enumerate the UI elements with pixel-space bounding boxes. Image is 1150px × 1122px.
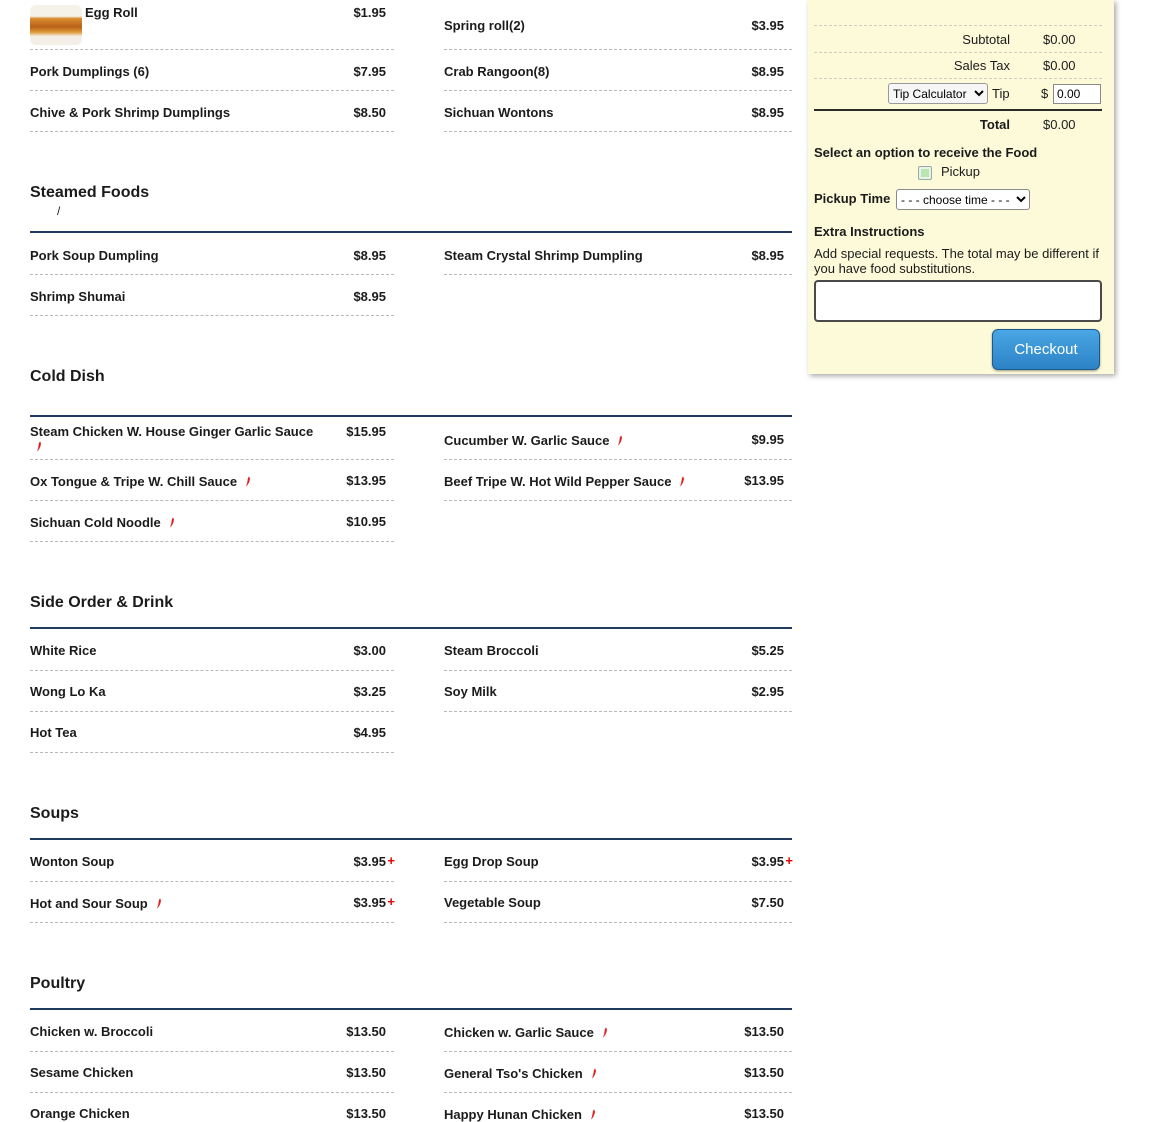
menu-item-name: Hot Tea	[30, 725, 77, 740]
add-size-option-icon[interactable]: +	[387, 894, 395, 909]
tip-amount-input[interactable]	[1053, 84, 1101, 104]
menu-item[interactable]	[444, 50, 792, 91]
menu-item[interactable]	[30, 460, 394, 501]
section-title-side: Side Order & Drink	[30, 594, 174, 611]
menu-item[interactable]	[30, 882, 394, 923]
extra-instructions-textarea[interactable]	[814, 280, 1102, 322]
add-size-option-icon[interactable]: +	[785, 853, 793, 868]
sales-tax-row	[814, 52, 1102, 79]
menu-item-price: $3.25	[353, 684, 386, 699]
tip-currency: $	[1041, 86, 1049, 101]
sales-tax-label: Sales Tax	[953, 58, 1010, 73]
receive-option-heading: Select an option to receive the Food	[814, 145, 1038, 160]
chili-spicy-icon	[590, 1109, 596, 1120]
section-subtitle-steamed: /	[57, 204, 61, 218]
menu-item-name: Soy Milk	[444, 684, 497, 699]
menu-item-name	[30, 515, 175, 530]
menu-item-name: Sichuan Wontons	[444, 105, 554, 120]
menu-item-label: Beef Tripe W. Hot Wild Pepper Sauce	[444, 474, 672, 489]
menu-item-name: Wong Lo Ka	[30, 684, 106, 699]
section-title-poultry: Poultry	[30, 975, 86, 992]
menu-item-price: $13.50	[346, 1106, 386, 1121]
menu-item-name: Chicken w. Broccoli	[30, 1024, 154, 1039]
chili-spicy-icon	[679, 476, 685, 487]
chili-spicy-icon	[156, 898, 162, 909]
menu-item-name: Egg Drop Soup	[444, 854, 539, 869]
menu-item[interactable]	[444, 233, 792, 275]
egg-roll-photo	[30, 5, 82, 45]
menu-item-label: Sichuan Cold Noodle	[30, 515, 161, 530]
menu-item-price: $3.95	[353, 854, 386, 869]
menu-item-name	[444, 1066, 597, 1081]
pickup-time-label: Pickup Time	[814, 191, 891, 206]
menu-item[interactable]	[444, 460, 792, 501]
menu-item[interactable]	[30, 501, 394, 542]
menu-item-price: $2.95	[751, 684, 784, 699]
pickup-label: Pickup	[941, 164, 981, 179]
subtotal-label: Subtotal	[962, 32, 1010, 47]
menu-item-price: $3.00	[353, 643, 386, 658]
chili-spicy-icon	[591, 1068, 597, 1079]
menu-item-name: Egg Roll	[85, 5, 138, 20]
menu-item-price: $13.95	[346, 473, 386, 488]
menu-item[interactable]	[444, 882, 792, 923]
menu-item[interactable]	[444, 671, 792, 712]
menu-item-price: $7.95	[353, 64, 386, 79]
menu-item-price: $3.95	[353, 895, 386, 910]
menu-item-price: $13.50	[744, 1106, 784, 1121]
menu-item-name: White Rice	[30, 643, 97, 658]
menu-item-price: $4.95	[353, 725, 386, 740]
menu-item-price: $3.95	[751, 854, 784, 869]
tip-label: Tip	[992, 86, 1010, 101]
menu-item-name	[444, 1107, 596, 1122]
menu-item[interactable]	[444, 417, 792, 460]
menu-item[interactable]	[444, 1010, 792, 1052]
chili-spicy-icon	[602, 1027, 608, 1038]
menu-item[interactable]	[30, 275, 394, 316]
menu-item-label: Ox Tongue & Tripe W. Chill Sauce	[30, 474, 238, 489]
tip-row	[814, 78, 1102, 111]
chili-spicy-icon	[169, 517, 175, 528]
menu-item-label: Chicken w. Garlic Sauce	[444, 1025, 594, 1040]
extra-instructions-note: Add special requests. The total may be different if you have food substitutions.	[814, 246, 1099, 276]
menu-item-price: $8.95	[751, 105, 784, 120]
menu-item[interactable]	[30, 712, 394, 753]
menu-item-price: $15.95	[346, 424, 386, 439]
menu-item-name: Steam Broccoli	[444, 643, 539, 658]
extra-instructions-heading: Extra Instructions	[814, 224, 925, 239]
menu-item-price: $8.50	[353, 105, 386, 120]
menu-item-price: $7.50	[751, 895, 784, 910]
menu-item-name: Shrimp Shumai	[30, 289, 126, 304]
menu-item[interactable]	[30, 1010, 394, 1052]
add-size-option-icon[interactable]: +	[387, 853, 395, 868]
menu-item-price: $13.50	[744, 1065, 784, 1080]
subtotal-row	[814, 26, 1102, 53]
menu-item[interactable]	[30, 0, 394, 50]
menu-item-price: $13.50	[346, 1065, 386, 1080]
menu-item-name: Pork Dumplings (6)	[30, 64, 150, 79]
menu-item-label: Happy Hunan Chicken	[444, 1107, 582, 1122]
section-title-cold: Cold Dish	[30, 368, 105, 385]
menu-item-name: Steam Chicken W. House Ginger Garlic Sauce	[30, 424, 314, 439]
menu-item-price: $8.95	[353, 289, 386, 304]
menu-item-name	[30, 474, 251, 489]
menu-item[interactable]	[30, 91, 394, 132]
menu-item[interactable]	[444, 1052, 792, 1093]
menu-item[interactable]	[30, 671, 394, 712]
section-title-steamed: Steamed Foods	[30, 184, 150, 201]
chili-spicy-icon	[245, 476, 251, 487]
menu-item-price: $8.95	[353, 248, 386, 263]
subtotal-value: $0.00	[1043, 32, 1076, 47]
menu-item[interactable]	[444, 629, 792, 671]
menu-item-price: $1.95	[353, 5, 386, 20]
menu-item-price: $13.50	[346, 1024, 386, 1039]
menu-item-price: $9.95	[751, 432, 784, 447]
menu-item-name: Vegetable Soup	[444, 895, 541, 910]
checkout-button[interactable]: Checkout	[992, 329, 1100, 370]
chili-spicy-icon	[36, 441, 42, 452]
menu-item[interactable]	[30, 629, 394, 671]
pickup-checkbox[interactable]	[918, 166, 932, 180]
pickup-time-select[interactable]	[896, 189, 1030, 210]
menu-item-name: Chive & Pork Shrimp Dumplings	[30, 105, 231, 120]
menu-item-name	[30, 896, 162, 911]
tip-calculator-select[interactable]	[888, 83, 988, 104]
total-value: $0.00	[1043, 117, 1076, 132]
cart-top-divider	[814, 0, 1102, 26]
menu-item-price: $5.25	[751, 643, 784, 658]
order-cart-panel	[808, 0, 1114, 374]
menu-item[interactable]	[444, 91, 792, 132]
menu-item-name: Pork Soup Dumpling	[30, 248, 159, 263]
menu-item[interactable]	[444, 1093, 792, 1121]
menu-item-price: $10.95	[346, 514, 386, 529]
menu-item-name: Sesame Chicken	[30, 1065, 134, 1080]
menu-item-label: General Tso's Chicken	[444, 1066, 583, 1081]
total-row	[814, 111, 1102, 137]
menu-item-price: $13.50	[744, 1024, 784, 1039]
menu-item[interactable]	[444, 840, 792, 882]
menu-item-name	[444, 1025, 608, 1040]
section-title-soups: Soups	[30, 805, 79, 822]
menu-item[interactable]	[30, 417, 394, 460]
menu-item-name: Crab Rangoon(8)	[444, 64, 550, 79]
sales-tax-value: $0.00	[1043, 58, 1076, 73]
menu-item[interactable]	[30, 233, 394, 275]
menu-item[interactable]	[30, 1052, 394, 1093]
chili-spicy-icon	[617, 435, 623, 446]
menu-item-name	[444, 433, 623, 448]
menu-item[interactable]	[444, 0, 792, 50]
menu-item-price: $3.95	[751, 18, 784, 33]
menu-item[interactable]	[30, 1093, 394, 1121]
total-label: Total	[979, 117, 1010, 132]
menu-item-label: Cucumber W. Garlic Sauce	[444, 433, 610, 448]
menu-item[interactable]	[30, 840, 394, 882]
menu-item-name	[444, 474, 685, 489]
menu-item-price: $8.95	[751, 64, 784, 79]
menu-item[interactable]	[30, 50, 394, 91]
menu-item-label: Hot and Sour Soup	[30, 896, 148, 911]
menu-item-price: $8.95	[751, 248, 784, 263]
menu-item-name: Orange Chicken	[30, 1106, 130, 1121]
menu-item-name: Wonton Soup	[30, 854, 115, 869]
menu-item-price: $13.95	[744, 473, 784, 488]
menu-item-name: Spring roll(2)	[444, 18, 525, 33]
menu-item-name: Steam Crystal Shrimp Dumpling	[444, 248, 643, 263]
